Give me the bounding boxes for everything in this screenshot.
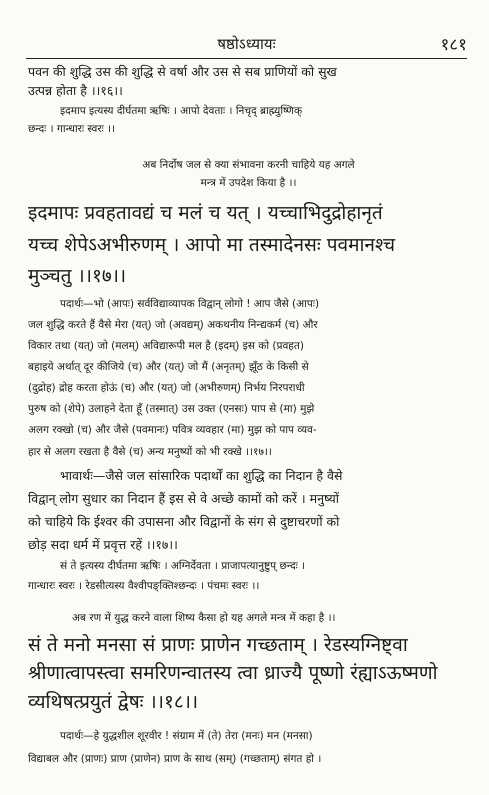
text-line: उत्पन्न होता है ।।१६।। <box>28 83 123 98</box>
chapter-title: षष्ठोऽध्यायः <box>217 35 276 53</box>
padartha-line: (दुद्रोह) द्रोह करता होऊं (च) और (यत्) जो (अभीरुणम्) निर्भय निरपराधी <box>28 382 305 394</box>
mantra-line: सं ते मनो मनसा सं प्राणः प्राणेन गच्छताम् । रेडस्यग्निष्ट्वा <box>28 634 408 656</box>
rishi-line: सं ते इत्यस्य दीर्घतमा ऋषिः । अग्निर्देवता । प्राजापत्यानुष्टुप् छन्दः । <box>60 560 306 572</box>
padartha-line: विकार तथा (यत्) जो (मलम्) अविद्यारूपी मल है (इदम्) इस को (प्रवहत) <box>28 340 304 352</box>
padartha-line: हार से अलग रखता है वैसे (च) अन्य मनुष्यों को भी रक्खे ।।१७।। <box>28 446 272 458</box>
rishi-line: इदमाप इत्यस्य दीर्घतमा ऋषिः । आपो देवताः । निचृद् ब्राह्म्युष्णिक् <box>60 105 303 117</box>
padartha-line: पुरुष को (शेपे) उलाहने देता हूँ (तस्मात्) उस उक्त (एनसः) पाप से (मा) मुझे <box>28 403 315 415</box>
chhand-line: छन्दः । गान्धारः स्वरः ।। <box>28 123 116 135</box>
padartha-line: अलग रक्खो (च) और जैसे (पवमानः) पवित्र व्यवहार (मा) मुझ को पाप व्यव- <box>28 424 317 436</box>
header-rule <box>26 58 467 59</box>
text-line: पवन की शुद्धि उस की शुद्धि से वर्षा और उस से सब प्राणियों को सुख <box>28 64 337 79</box>
padartha-line: विद्याबल और (प्राणः) प्राण (प्राणेन) प्राण के साथ (सम्) (गच्छताम्) संगत हो । <box>28 753 322 765</box>
page-header <box>26 32 467 54</box>
bhavartha-line: छोड़ सदा धर्म में प्रवृत्त रहें ।।१७।। <box>28 537 178 552</box>
mantra-line: मुञ्चतु ।।१७।। <box>28 265 127 287</box>
bhavartha-line: भावार्थः—जैसे जल सांसारिक पदार्थों का शुद्धि का निदान है वैसे <box>60 468 343 483</box>
page-number: १८१ <box>440 35 467 55</box>
padartha-line: बहाइये अर्थात् दूर कीजिये (च) और (यत्) जो मैं (अनृतम्) झूँठ के किसी से <box>28 361 309 373</box>
intro-line: अब रण में युद्ध करने वाला शिष्य कैसा हो यह अगले मन्त्र में कहा है ।। <box>72 612 336 624</box>
mantra-line: यच्च शेपेऽअभीरुणम् । आपो मा तस्मादेनसः पवमानश्च <box>28 234 396 256</box>
bhavartha-line: को चाहिये कि ईश्वर की उपासना और विद्वानों के संग से दुष्टाचरणों को <box>28 514 340 529</box>
padartha-line: पदार्थः—भो (आपः) सर्वविद्याव्यापक विद्वान् लोगो ! आप जैसे (आपः) <box>60 298 320 310</box>
chhand-line: गान्धारः स्वरः । रेडसीत्यस्य वैश्वीपङ्क्तिश्छन्दः । पंचमः स्वरः ।। <box>28 580 260 592</box>
intro-line: मन्त्र में उपदेश किया है ।। <box>200 177 297 189</box>
bhavartha-line: विद्वान् लोग सुधार का निदान हैं इस से वे अच्छे कामों को करें । मनुष्यों <box>28 491 339 506</box>
mantra-line: व्यथिषत्प्रयुतं द्वेषः ।।१८।। <box>28 691 199 713</box>
mantra-line: इदमापः प्रवहतावद्यं च मलं च यत् । यच्चाभिदुद्रोहानृतं <box>28 202 383 224</box>
padartha-line: जल शुद्धि करते हैं वैसे मेरा (यत्) जो (अवद्यम्) अकथनीय निन्द्यकर्म (च) और <box>28 319 318 331</box>
mantra-line: श्रीणात्वापस्त्वा समरिणन्वातस्य त्वा ध्राज्यै पूष्णो रंह्याऽऊष्मणो <box>28 662 438 684</box>
padartha-line: पदार्थः—हे युद्धशील शूरवीर ! संग्राम में (ते) तेरा (मनः) मन (मनसा) <box>60 730 313 742</box>
intro-line: अब निर्दोष जल से क्या संभावना करनी चाहिये यह अगले <box>142 159 355 171</box>
